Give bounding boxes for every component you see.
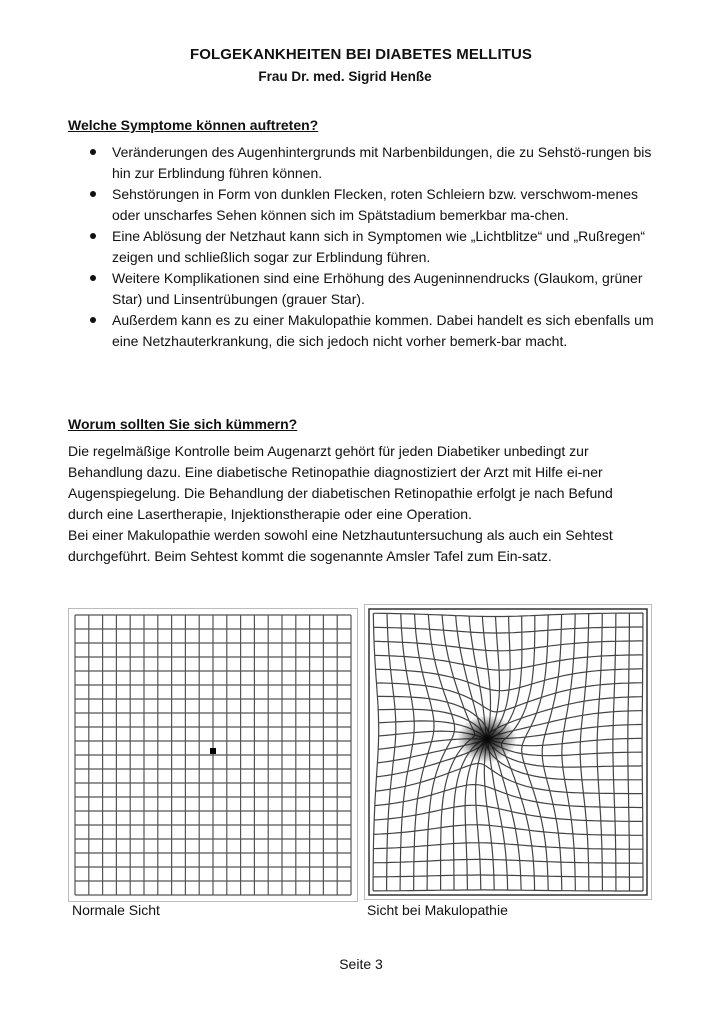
list-item: Veränderungen des Augenhintergrunds mit Narbenbildungen, die zu Sehstö-rungen bis hin zur Erblindung führen können.	[68, 142, 658, 184]
symptom-list	[68, 142, 658, 352]
list-item: Weitere Komplikationen sind eine Erhöhung des Augeninnendrucks (Glaukom, grüner Star) und Linsentrübungen (grauer Star).	[68, 268, 658, 310]
list-item: Außerdem kann es zu einer Makulopathie kommen. Dabei handelt es sich ebenfalls um eine Netzhauterkrankung, die sich jedoch nicht vorher bemerk-bar macht.	[68, 310, 658, 352]
amsler-grid-distorted-drawing	[365, 605, 651, 899]
page-number: Seite 3	[339, 956, 383, 972]
amsler-grid-normal	[68, 608, 358, 902]
paragraph: Die regelmäßige Kontrolle beim Augenarzt gehört für jeden Diabetiker unbedingt zur Behandlung dazu. Eine diabetische Retinopathie diagnostiziert der Arzt mit Hilfe ei-ner Augenspiegelung. Die Behandlung der diabetischen Retinopathie erfolgt je nach Befund durch eine Lasertherapie, Injektionstherapie oder eine Operation.	[68, 443, 613, 522]
list-item: Sehstörungen in Form von dunklen Flecken, roten Schleiern bzw. verschwom-menes oder unscharfes Sehen können sich im Spätstadium bemerkbar ma-chen.	[68, 184, 658, 226]
amsler-grid-macula	[364, 604, 652, 900]
caption-normal-vision: Normale Sicht	[72, 902, 160, 918]
care-text	[68, 441, 648, 567]
caption-macula-vision: Sicht bei Makulopathie	[367, 902, 508, 918]
document-title: FOLGEKANKHEITEN BEI DIABETES MELLITUS	[189, 46, 533, 63]
section-heading-symptoms: Welche Symptome können auftreten?	[68, 117, 319, 133]
section-heading-care: Worum sollten Sie sich kümmern?	[68, 416, 298, 432]
amsler-grid-normal-drawing	[69, 609, 357, 901]
paragraph: Bei einer Makulopathie werden sowohl eine Netzhautuntersuchung als auch ein Sehtest durchgeführt. Beim Sehtest kommt die sogenannte Amsler Tafel zum Ein-satz.	[68, 527, 613, 564]
author-name: Frau Dr. med. Sigrid Henße	[258, 69, 432, 84]
list-item: Eine Ablösung der Netzhaut kann sich in Symptomen wie „Lichtblitze“ und „Rußregen“ zeigen und schließlich sogar zur Erblindung führen.	[68, 226, 658, 268]
